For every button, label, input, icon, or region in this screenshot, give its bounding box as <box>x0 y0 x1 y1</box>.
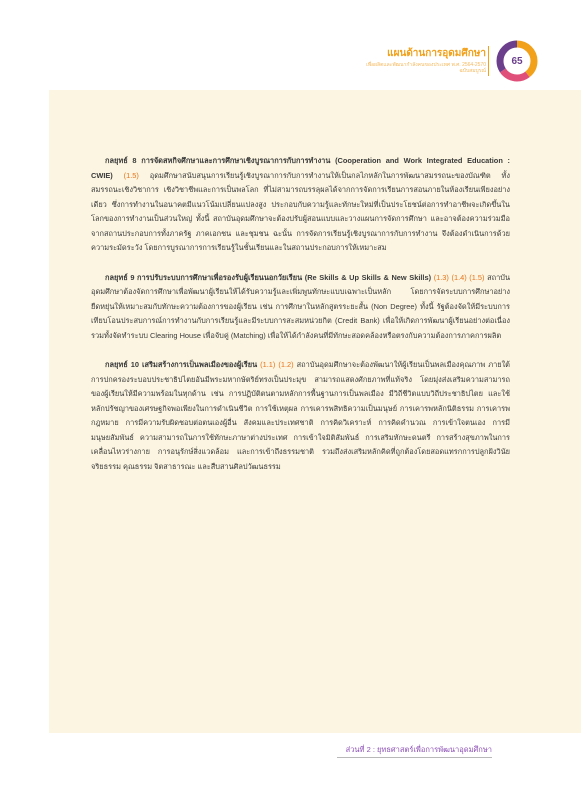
strategy-8-refs: (1.5) <box>123 170 139 180</box>
strategy-10-heading: กลยุทธ์ 10 เสริมสร้างการเป็นพลเมืองของผู้เรียน <box>105 360 258 369</box>
strategy-10-refs: (1.1) (1.2) <box>260 360 294 369</box>
footer-section-title: ส่วนที่ 2 : ยุทธศาสตร์เพื่อการพัฒนาอุดมศึกษา <box>345 745 492 754</box>
header-divider <box>488 46 489 76</box>
page-header <box>0 0 581 90</box>
page-footer <box>337 743 492 758</box>
body-content <box>91 154 510 489</box>
strategy-8-body: อุดมศึกษาสนับสนุนการเรียนรู้เชิงบูรณาการกับการทำงานให้เป็นกลไกหลักในการพัฒนาสมรรถนะของบัณฑิต ทั้งสมรรถนะเชิงวิชาการ เชิงวิชาชีพและการเป็นพลโลก ที่ไม่สามารถบรรลุผลได้จากการจัดการเรียนการสอนภายในห้องเรียนเพียงอย่างเดียว ซึ่งการทำงานในอนาคตมีแนวโน้มเปลี่ยนแปลงสูง ประกอบกับความรู้และทักษะใหม่ที่เป็นประโยชน์ต่อการทำอาชีพจะเกิดขึ้นในโลกของการทำงานเป็นส่วนใหญ่ ทั้งนี้ สถาบันอุดมศึกษาจะต้องปรับผู้สอนแบบและวางแผนการจัดการศึกษา และอาจต้องความร่วมมือจากสถานประกอบการทั้งภาครัฐ ภาคเอกชน และชุมชน ฉะนั้น การจัดการเรียนรู้เชิงบูรณาการกับการทำงาน จึงต้องดำเนินการด้วยความระมัดระวัง โดยการบูรณาการการเรียนรู้ในชั้นเรียนและในสถานประกอบการให้เหมาะสม <box>91 170 510 252</box>
header-subtitle: เพื่อผลิตและพัฒนากำลังคนของประเทศ พ.ศ. 2564-2570 <box>366 62 486 68</box>
strategy-9-body: สถาบันอุดมศึกษาต้องจัดการศึกษาเพื่อพัฒนาผู้เรียนให้ได้รับความรู้และเพิ่มพูนทักษะแบบเฉพาะเป็นหลัก โดยการจัดระบบการศึกษาอย่างยืดหยุ่นให้เหมาะสมกับทักษะความต้องการของผู้เรียน เช่น การศึกษาในหลักสูตรระยะสั้น (Non Degree) ทั้งนี้ รัฐต้องจัดให้มีระบบการเทียบโอนประสบการณ์การทำงานกับการเรียนรู้และมีระบบการสะสมหน่วยกิต (Credit Bank) เพื่อให้เกิดการพัฒนาผู้เรียนอย่างต่อเนื่อง รวมทั้งจัดทำระบบ Clearing House เพื่อจับคู่ (Matching) เพื่อให้ได้กำลังคนที่มีทักษะสอดคล้องหรือตรงกับความต้องการภาคการผลิต <box>91 272 511 340</box>
strategy-8-paragraph <box>91 154 510 256</box>
header-title: แผนด้านการอุดมศึกษา <box>387 48 486 59</box>
strategy-9-paragraph <box>91 271 510 344</box>
strategy-9-heading: กลยุทธ์ 9 การปรับระบบการศึกษาเพื่อรองรับผู้เรียนนอกวัยเรียน (Re Skills & Up Skills & New Skills) <box>105 272 432 282</box>
strategy-9-refs: (1.3) (1.4) (1.5) <box>433 272 485 282</box>
page-number: 65 <box>511 55 523 67</box>
strategy-8-heading: กลยุทธ์ 8 การจัดสหกิจศึกษาและการศึกษาเชิงบูรณาการกับการทำงาน (Cooperation and Work Integrated Education : CWIE) <box>91 156 510 180</box>
header-subtitle-2: ฉบับสมบูรณ์ <box>459 68 486 74</box>
strategy-10-body: สถาบันอุดมศึกษาจะต้องพัฒนาให้ผู้เรียนเป็นพลเมืองคุณภาพ ภายใต้การปกครองระบอบประชาธิปไตยอันมีพระมหากษัตริย์ทรงเป็นประมุข สามารถแสดงศักยภาพที่แท้จริง โดยมุ่งส่งเสริมความสามารถของผู้เรียนให้มีความพร้อมในทุกด้าน เช่น การปฏิบัติตนตามหลักการพื้นฐานการเป็นพลเมือง มีวิถีชีวิตแบบวิถีประชาธิปไตย และใช้หลักปรัชญาของเศรษฐกิจพอเพียงในการดำเนินชีวิต การใช้เหตุผล การเคารพสิทธิความเป็นมนุษย์ การเคารพหลักนิติธรรม การเคารพกฎหมาย การมีความรับผิดชอบต่อตนเองผู้อื่น สังคมและประเทศชาติ การคิดวิเคราะห์ การคิดคำนวณ การเข้าใจตนเอง การมีมนุษยสัมพันธ์ ความสามารถในการใช้ทักษะภาษาต่างประเทศ การเข้าใจมิติสัมพันธ์ การเสริมทักษะดนตรี การสร้างสุขภาพในการเคลื่อนไหวร่างกาย การอนุรักษ์สิ่งแวดล้อม และการเข้าถึงธรรมชาติ รวมถึงส่งเสริมหลักคิดที่ถูกต้องโดยสอดแทรกการปลูกฝังวินัย จริยธรรม คุณธรรม จิตสาธารณะ และสืบสานศิลปวัฒนธรรม <box>91 360 510 471</box>
strategy-10-paragraph <box>91 358 510 474</box>
